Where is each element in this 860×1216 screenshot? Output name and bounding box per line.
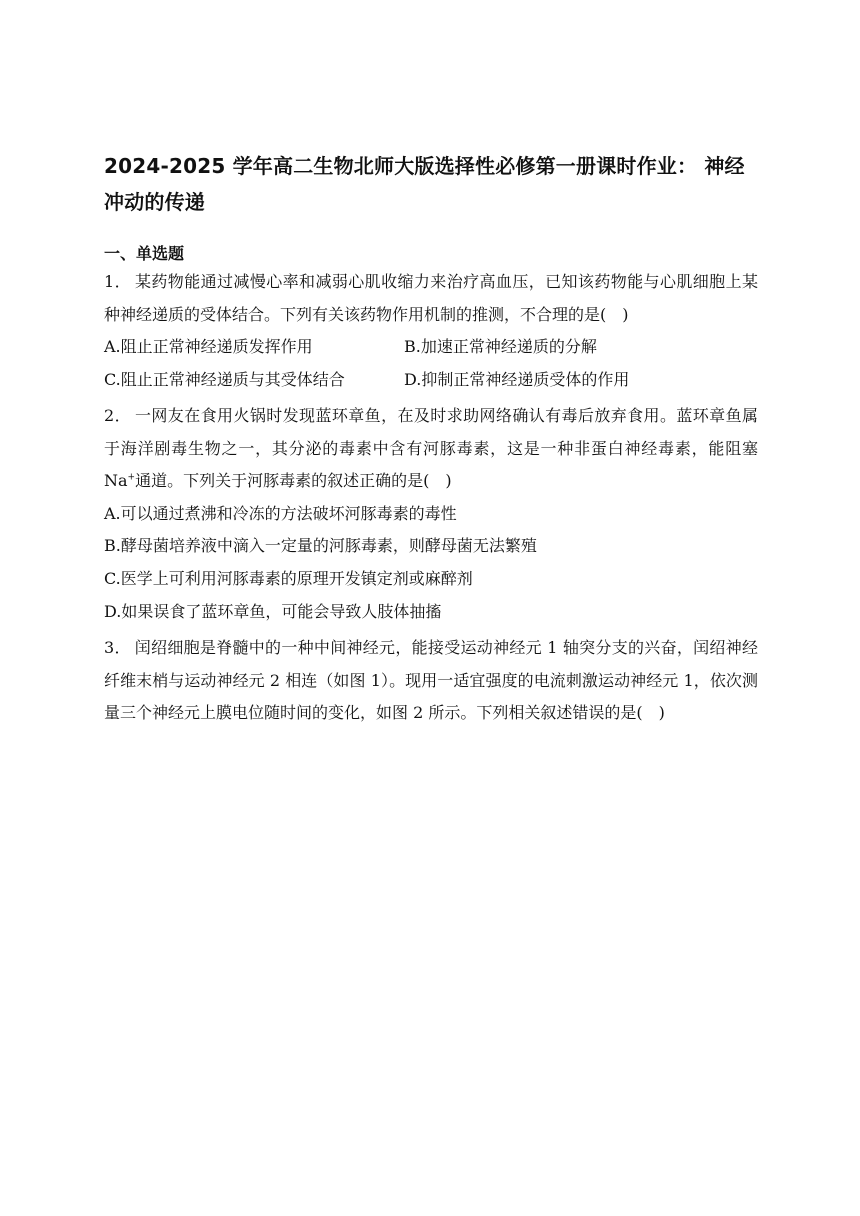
question-text-cont: 通道。下列关于河豚毒素的叙述正确的是( ) bbox=[135, 471, 452, 491]
option-a: A.阻止正常神经递质发挥作用 bbox=[104, 337, 313, 357]
question-3-stem bbox=[104, 632, 758, 730]
question-1 bbox=[104, 266, 758, 396]
question-text: 某药物能通过减慢心率和减弱心肌收缩力来治疗高血压，已知该药物能与心肌细胞上某种神经递质的受体结合。下列有关该药物作用机制的推测，不合理的是( ) bbox=[104, 272, 758, 324]
option-c: C.医学上可利用河豚毒素的原理开发镇定剂或麻醉剂 bbox=[104, 568, 473, 588]
superscript-plus: + bbox=[127, 472, 136, 483]
question-number: 1． bbox=[104, 272, 131, 291]
question-1-options-row-1 bbox=[104, 331, 758, 364]
question-2 bbox=[104, 400, 758, 628]
question-1-stem bbox=[104, 266, 758, 331]
section-heading: 一、单选题 bbox=[104, 244, 185, 263]
option-b: B.加速正常神经递质的分解 bbox=[404, 337, 597, 357]
document-title: 2024-2025 学年高二生物北师大版选择性必修第一册课时作业： 神经冲动的传递 bbox=[104, 154, 745, 214]
option-d: D.如果误食了蓝环章鱼，可能会导致人肢体抽搐 bbox=[104, 601, 442, 621]
option-d: D.抑制正常神经递质受体的作用 bbox=[404, 369, 630, 389]
question-text: 闰绍细胞是脊髓中的一种中间神经元，能接受运动神经元 1 轴突分支的兴奋，闰绍神经纤维末梢与运动神经元 2 相连（如图 1）。现用一适宜强度的电流刺激运动神经元 1，依次测量三个神经元上膜电位随时间的变化，如图 2 所示。下列相关叙述错误的是( ) bbox=[104, 638, 758, 723]
question-3 bbox=[104, 632, 758, 730]
question-1-options-row-2 bbox=[104, 364, 758, 397]
question-text: 一网友在食用火锅时发现蓝环章鱼，在及时求助网络确认有毒后放弃食用。蓝环章鱼属于海洋剧毒生物之一，其分泌的毒素中含有河豚毒素，这是一种非蛋白神经毒素，能阻塞 Na bbox=[104, 406, 758, 491]
option-a: A.可以通过煮沸和冷冻的方法破坏河豚毒素的毒性 bbox=[104, 503, 457, 523]
question-number: 3． bbox=[104, 638, 131, 657]
question-2-stem bbox=[104, 400, 758, 498]
option-c: C.阻止正常神经递质与其受体结合 bbox=[104, 369, 345, 389]
question-number: 2． bbox=[104, 406, 131, 425]
option-b: B.酵母菌培养液中滴入一定量的河豚毒素，则酵母菌无法繁殖 bbox=[104, 536, 537, 556]
